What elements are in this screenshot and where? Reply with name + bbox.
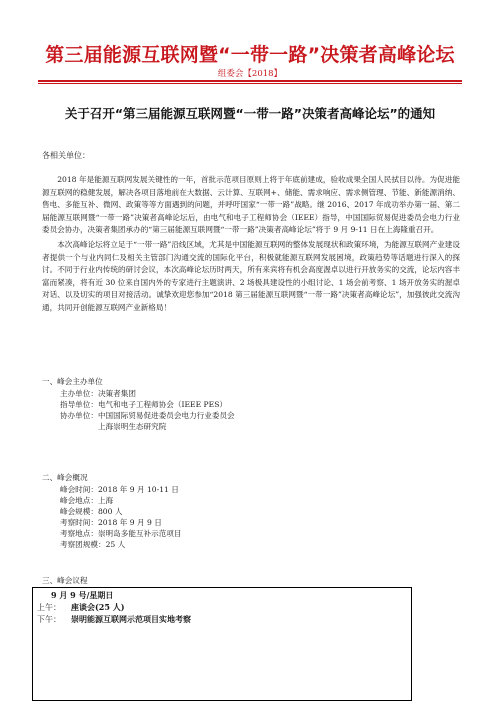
row-value: 电气和电子工程师协会（IEEE PES） [97, 400, 227, 409]
conference-banner: 第三届能源互联网暨“一带一路”决策者高峰论坛 [45, 44, 455, 66]
row-value: 800 人 [97, 507, 123, 516]
section-overview [42, 472, 182, 550]
row-label: 考察时间： [60, 518, 98, 527]
row-label: 峰会地点： [60, 496, 98, 505]
row-label: 考察团规模： [60, 540, 106, 549]
row-value: 2018 年 9 月 9 日 [97, 518, 162, 527]
agenda-period: 上午： [37, 603, 61, 612]
row-value: 25 人 [105, 540, 126, 549]
section-heading: 一、峰会主办单位 [42, 377, 103, 386]
row-label: 指导单位： [60, 400, 98, 409]
header-rule-thin [38, 83, 462, 84]
agenda-date: 9 月 9 号/星期日 [51, 590, 114, 600]
row-value: 崇明岛多能互补示范项目 [97, 529, 182, 538]
agenda-row [33, 614, 411, 625]
agenda-activity: 崇明能源互联网示范项目实地考察 [71, 614, 191, 624]
info-row [42, 410, 235, 432]
row-label: 考察地点： [60, 529, 98, 538]
header-rule-thick [38, 80, 462, 82]
row-value: 决策者集团 [97, 389, 136, 398]
section-organizers [42, 376, 235, 432]
info-row [42, 528, 182, 539]
salutation: 各相关单位： [42, 151, 90, 160]
info-row [42, 495, 182, 506]
agenda-activity: 座谈会(25 人) [71, 602, 125, 612]
info-row [42, 484, 182, 495]
row-label: 协办单位： [60, 411, 98, 420]
notice-body [42, 174, 460, 317]
info-row [42, 517, 182, 528]
paragraph: 2018 年是能源互联网发展关键性的一年，首批示范项目原则上将于年底前建成，验收成果全国人民拭目以待。为促进能源互联网的稳健发展，解决各项目落地前在大数据、云计算、互联网+、储能、需求响应、需求侧管理、节能、新能源消纳、售电、多能互补、微网、政策等等方面遇到的问题，并呼吁国家“一带一路”战略。继 2016、2017 年成功举办第一届、第二届能源互联网暨“一带一路”决策者高峰论坛后，由电气和电子工程师协会（IEEE）指导，中国国际贸易促进委员会电力行业委员会协办，决策者集团承办的“第三届能源互联网暨“一带一路”决策者高峰论坛”将于 9 月 9-11 日在上海隆重召开。 [42, 175, 460, 235]
notice-title: 关于召开“第三届能源互联网暨“一带一路”决策者高峰论坛”的通知 [64, 106, 436, 121]
info-row [42, 539, 182, 550]
paragraph: 本次高峰论坛将立足于“一带一路”沿线区域，尤其是中国能源互联网的整体发展现状和政策环境，为能源互联网产业建设者提供一个与业内同仁及相关主管部门沟通交流的国际化平台，积极就能源互联网发展困境，政策趋势等话题进行深入的探讨。不同于行业内传统的研讨会议，本次高峰论坛历时两天，所有来宾将有机会高度渥卓以进行开放务实的交流，论坛内容丰富而紧凑，将有近 30 位来自国内外的专家进行主题演讲、2 场极具建设性的小组讨论、1 场会前考察、1 场开放务实的渥卓对话、以及切实的项目对接活动。诚挚欢迎您参加“2018 第三届能源互联网暨“一带一路”决策者高峰论坛”，加强彼此交流沟通，共同开创能源互联网产业新格局！ [42, 239, 460, 312]
agenda-table [32, 587, 412, 701]
section-heading: 二、峰会概况 [42, 473, 88, 482]
row-label: 峰会规模： [60, 507, 98, 516]
info-row [42, 399, 235, 410]
row-label: 峰会时间： [60, 485, 98, 494]
agenda-row [33, 602, 411, 613]
row-value: 2018 年 9 月 10-11 日 [97, 485, 179, 494]
row-value: 上海崇明生态研究院 [97, 422, 167, 431]
row-label: 主办单位： [60, 389, 98, 398]
agenda-period: 下午： [37, 615, 61, 624]
section-heading: 三、峰会议程 [42, 576, 88, 585]
row-value-group [98, 410, 235, 432]
row-value: 上海 [97, 496, 114, 505]
organizer-label: 组委会【2018】 [217, 69, 283, 79]
info-row [42, 388, 235, 399]
row-value: 中国国际贸易促进委员会电力行业委员会 [97, 411, 235, 420]
section-agenda-heading [42, 575, 88, 587]
info-row [42, 506, 182, 517]
